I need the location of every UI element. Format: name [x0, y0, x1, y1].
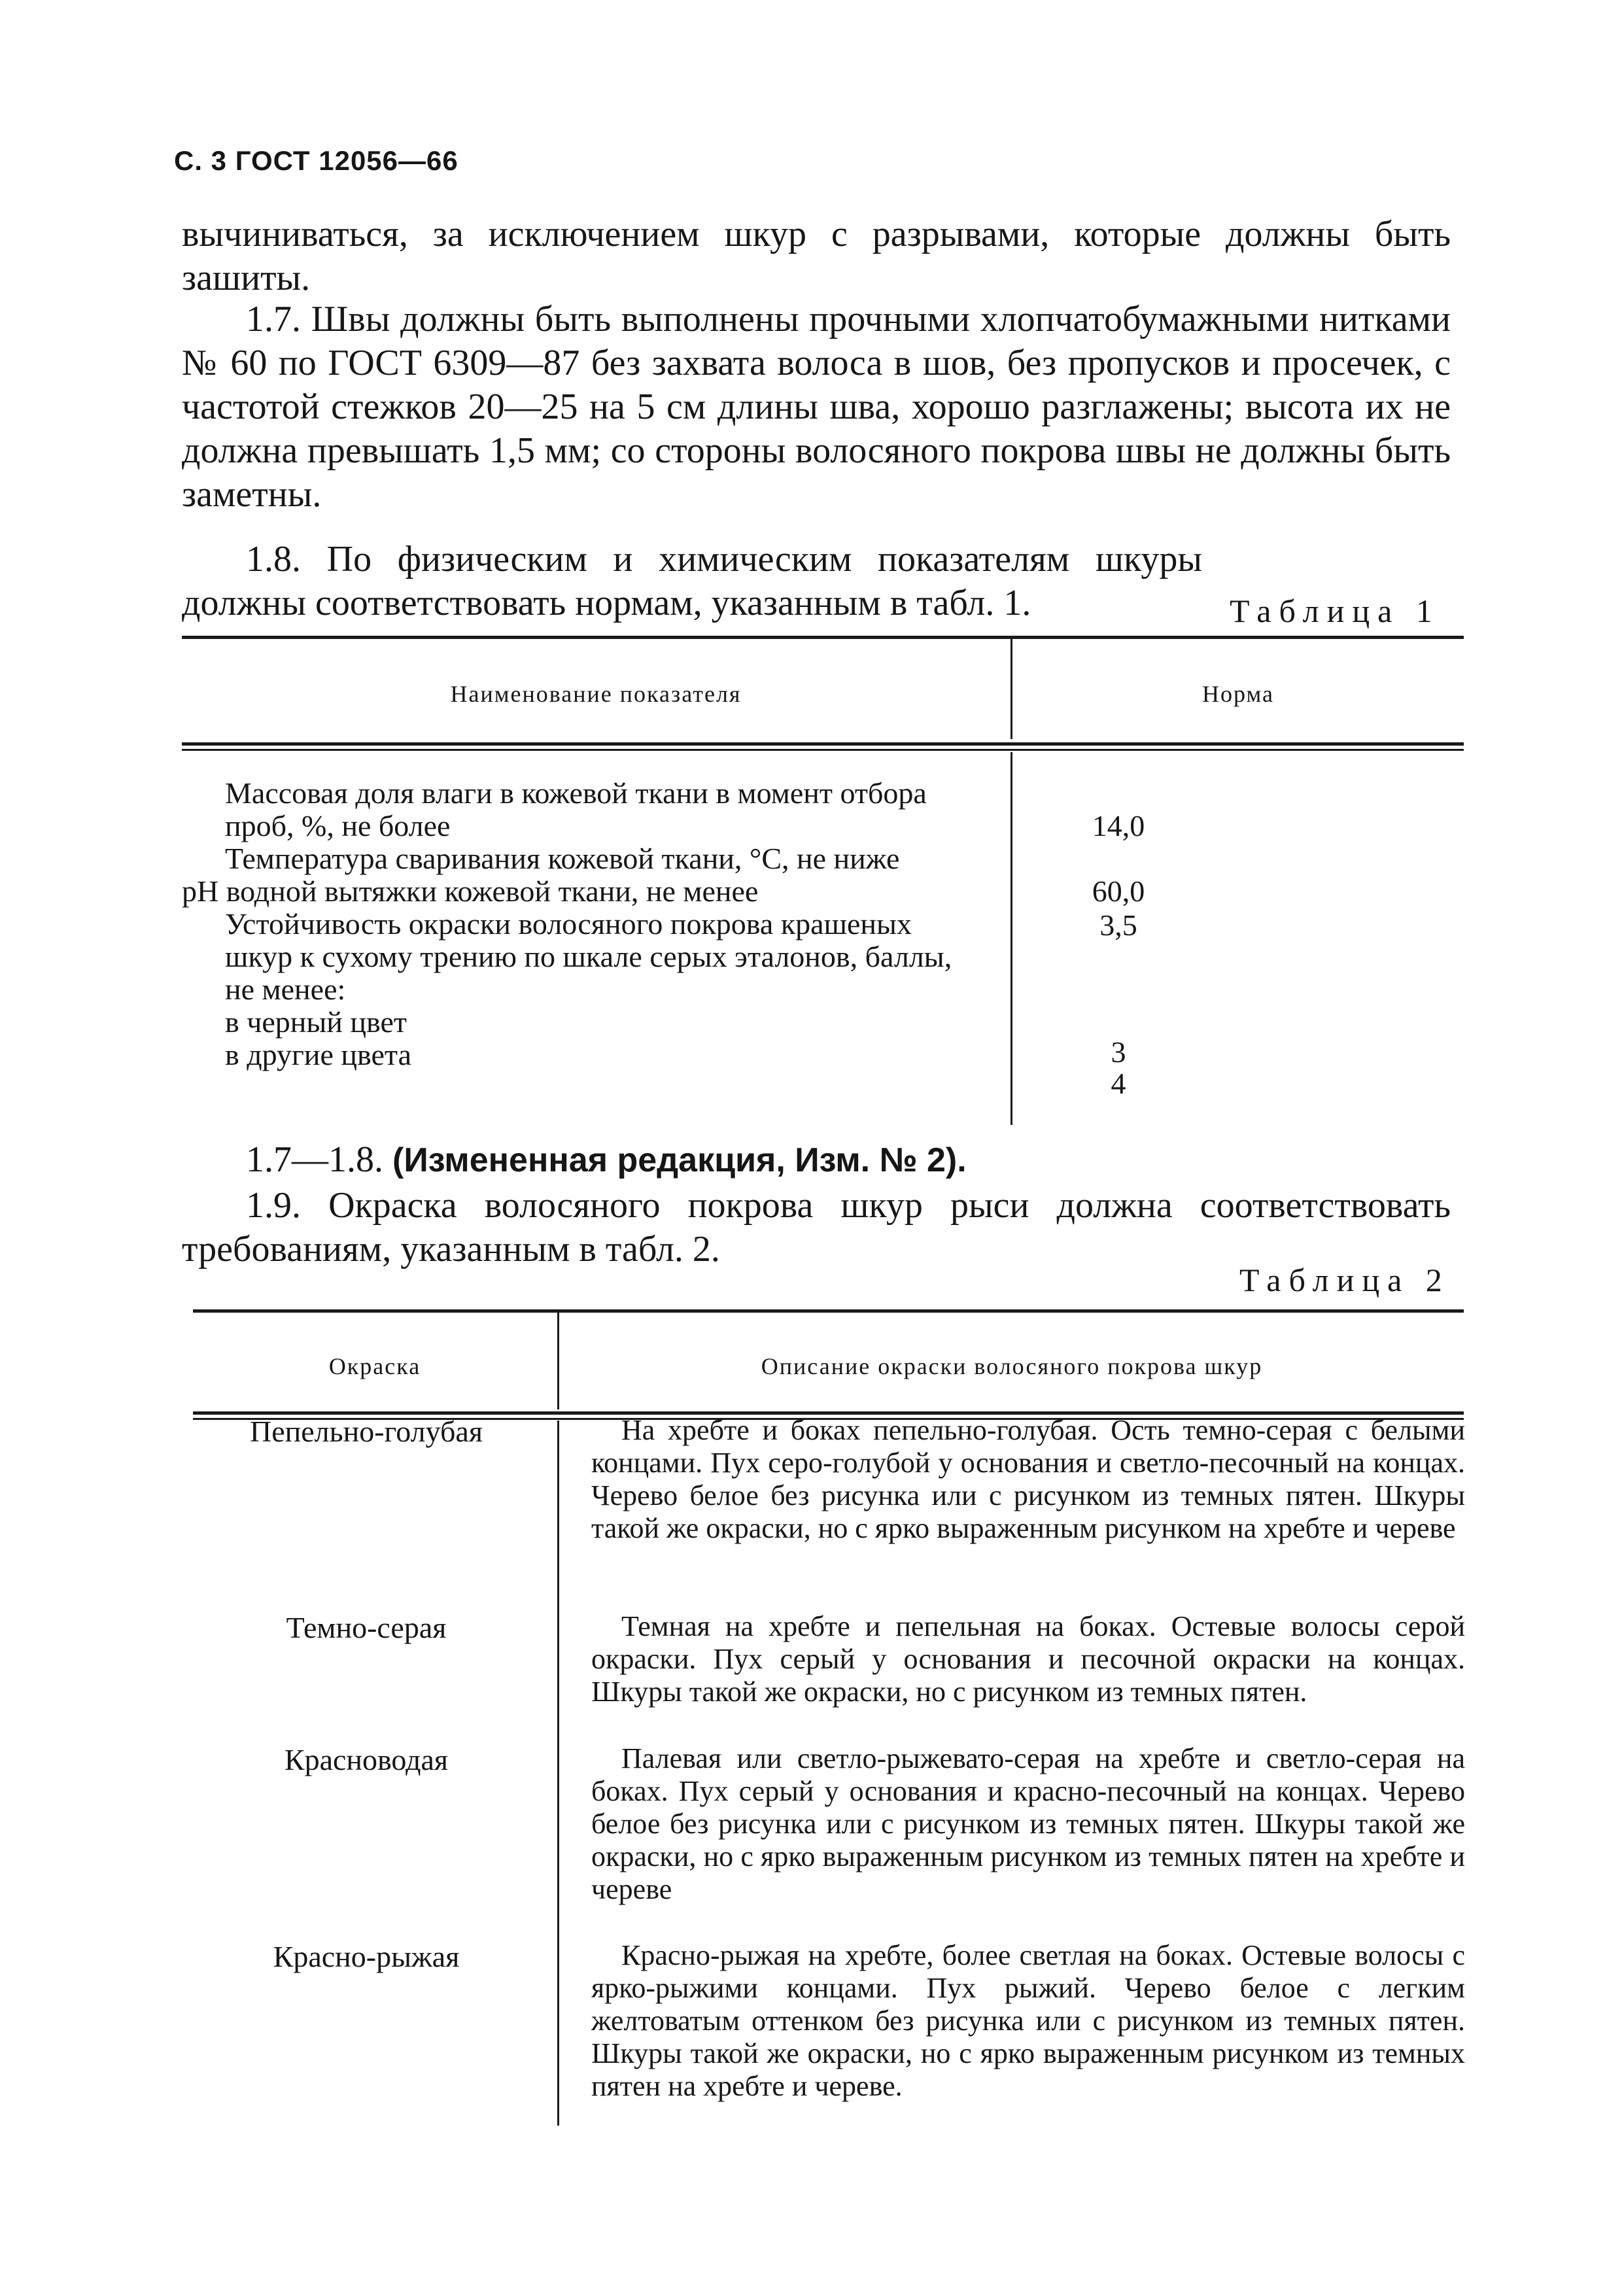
table1-header-rule: [182, 742, 1464, 746]
paragraph-1-9: 1.9. Окраска волосяного покрова шкур рыси должна соответствовать требованиям, указанным в табл. 2.: [182, 1185, 1451, 1269]
paragraph-1-8: 1.8. По физическим и химическим показателям шкуры должны соответствовать нормам, указанным в табл. 1.: [182, 539, 1202, 623]
paragraph-continued: вычиниваться, за исключением шкур с разрывами, которые должны быть зашиты.: [182, 214, 1451, 298]
table1-top-rule: [182, 636, 1464, 639]
table2-caption: Таблица 2: [1239, 1262, 1450, 1298]
table2-row-description: Красно-рыжая на хребте, более светлая на боках. Остевые волосы с ярко-рыжими концами. Пух рыжий. Черево белое с легким желтоватым оттенком без рисунка или с рисунком из темных пятен. Шкуры такой же окраски, но с ярко выраженным рисунком из темных пятен на хребте и череве.: [591, 1939, 1465, 2102]
table2-header-color: Окраска: [328, 1353, 421, 1379]
table2-row-description: Темная на хребте и пепельная на боках. Остевые волосы серой окраски. Пух серый у основания и песочной окраски на концах. Шкуры такой же окраски, но с рисунком из темных пятен.: [591, 1610, 1465, 1708]
paragraph-1-7: 1.7. Швы должны быть выполнены прочными хлопчатобумажными нитками № 60 по ГОСТ 6309—87 без захвата волоса в шов, без пропусков и просечек, с частотой стежков 20—25 на 5 см длины шва, хорошо разглажены; высота их не должна превышать 1,5 мм; со стороны волосяного покрова швы не должны быть заметны.: [182, 299, 1451, 515]
table1-row-value: 60,0: [1092, 874, 1145, 908]
table2-row-color: Пепельно-голубая: [250, 1415, 483, 1448]
table1-row-name: Температура сваривания кожевой ткани, °С, не ниже: [225, 842, 900, 875]
table1-row-name: в другие цвета: [225, 1038, 411, 1071]
table2-row-color: Красно-рыжая: [273, 1940, 460, 1973]
table2-row-color: Красноводая: [284, 1743, 449, 1776]
table2-header-divider: [557, 1311, 559, 1409]
table1-header-name: Наименование показателя: [450, 681, 742, 707]
table1-body: [182, 777, 967, 1071]
page-header: С. 3 ГОСТ 12056—66: [174, 145, 458, 176]
table1-row-name: Устойчивость окраски волосяного покрова крашеных шкур к сухому трению по шкале серых эталонов, баллы, не менее:: [225, 907, 952, 1006]
table2-row-description: На хребте и боках пепельно-голубая. Ость темно-серая с белыми концами. Пух серо-голубой у основания и светло-песочный на концах. Черево белое без рисунка или с рисунком из темных пятен. Шкуры такой же окраски, но с ярко выраженным рисунком на хребте и череве: [591, 1414, 1465, 1544]
table1-row-name: Массовая доля влаги в кожевой ткани в момент отбора проб, %, не более: [225, 776, 927, 842]
table1-row-value: 3: [1111, 1035, 1126, 1069]
table2-header-description: Описание окраски волосяного покрова шкур: [761, 1353, 1263, 1379]
table2-top-rule: [193, 1309, 1464, 1313]
table2-row-description: Палевая или светло-рыжевато-серая на хребте и светло-серая на боках. Пух серый у основания и красно-песочный на концах. Черево белое без рисунка или с рисунком из темных пятен. Шкуры такой же окраски, но с ярко выраженным рисунком из темных пятен на хребте и череве: [591, 1742, 1465, 1905]
table1-row-value: 3,5: [1099, 908, 1137, 942]
amendment-note: [246, 1138, 1449, 1182]
table2-body-divider: [557, 1421, 559, 2126]
table1-caption: Таблица 1: [1230, 593, 1440, 629]
table1-row-value: 4: [1111, 1067, 1126, 1100]
table1-body-divider: [1011, 752, 1012, 1125]
table1-header-norm: Норма: [1202, 681, 1274, 707]
table1-row-name: в черный цвет: [225, 1005, 407, 1039]
amendment-number: 1.7—1.8.: [246, 1139, 383, 1180]
table1-header-rule-double: [182, 749, 1464, 751]
amendment-text: (Измененная редакция, Изм. № 2).: [392, 1141, 967, 1179]
table2-row-color: Темно-серая: [286, 1611, 447, 1644]
table1-row-value: 14,0: [1092, 809, 1145, 842]
table1-row-name: pH водной вытяжки кожевой ткани, не менее: [182, 874, 759, 908]
